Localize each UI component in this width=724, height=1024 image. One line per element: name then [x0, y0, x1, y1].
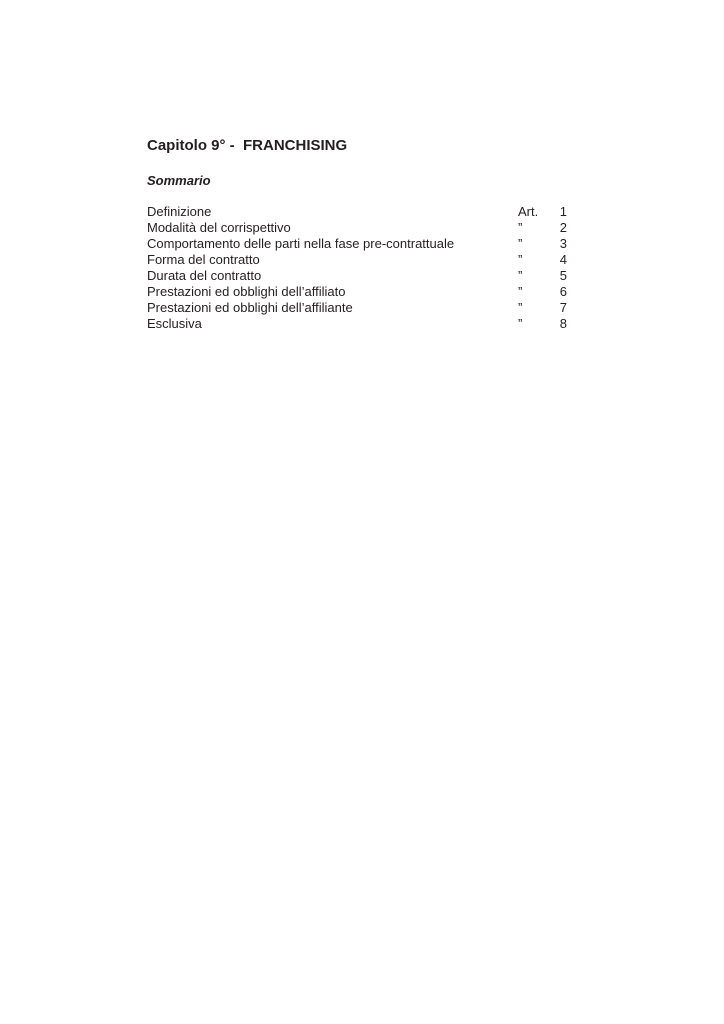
- chapter-title: Capitolo 9° - FRANCHISING: [147, 137, 348, 154]
- toc-entry-article-ref: ”: [518, 316, 523, 331]
- toc-entry-article-number: 2: [559, 220, 567, 235]
- toc-entry-article-number: 1: [559, 204, 567, 219]
- toc-entry-article-ref: ”: [518, 284, 523, 299]
- toc-entry: [147, 252, 572, 268]
- toc-entry-article-ref: ”: [518, 300, 523, 315]
- toc-entry-article-ref: ”: [518, 236, 523, 251]
- toc-entry-title: Forma del contratto: [147, 252, 260, 267]
- toc-entry: [147, 220, 572, 236]
- toc-entry-article-number: 4: [559, 252, 567, 267]
- toc-entry-title: Modalità del corrispettivo: [147, 220, 291, 235]
- toc-entry-article-ref: Art.: [518, 204, 539, 219]
- toc-entry-article-ref: ”: [518, 220, 523, 235]
- toc-entry-article-number: 8: [559, 316, 567, 331]
- toc-entry: [147, 316, 572, 332]
- summary-heading: Sommario: [147, 173, 211, 188]
- toc-entry-title: Prestazioni ed obblighi dell’affiliato: [147, 284, 346, 299]
- toc-entry: [147, 268, 572, 284]
- toc-entry-article-ref: ”: [518, 268, 523, 283]
- toc-entry: [147, 236, 572, 252]
- toc-entry: [147, 204, 572, 220]
- toc-entry: [147, 284, 572, 300]
- table-of-contents: [147, 204, 572, 332]
- toc-entry-article-number: 7: [559, 300, 567, 315]
- toc-entry-title: Prestazioni ed obblighi dell’affiliante: [147, 300, 353, 315]
- toc-entry-title: Esclusiva: [147, 316, 202, 331]
- toc-entry-title: Comportamento delle parti nella fase pre-contrattuale: [147, 236, 455, 251]
- toc-entry: [147, 300, 572, 316]
- toc-entry-title: Definizione: [147, 204, 212, 219]
- toc-entry-article-ref: ”: [518, 252, 523, 267]
- toc-entry-title: Durata del contratto: [147, 268, 262, 283]
- toc-entry-article-number: 5: [559, 268, 567, 283]
- toc-entry-article-number: 3: [559, 236, 567, 251]
- toc-entry-article-number: 6: [559, 284, 567, 299]
